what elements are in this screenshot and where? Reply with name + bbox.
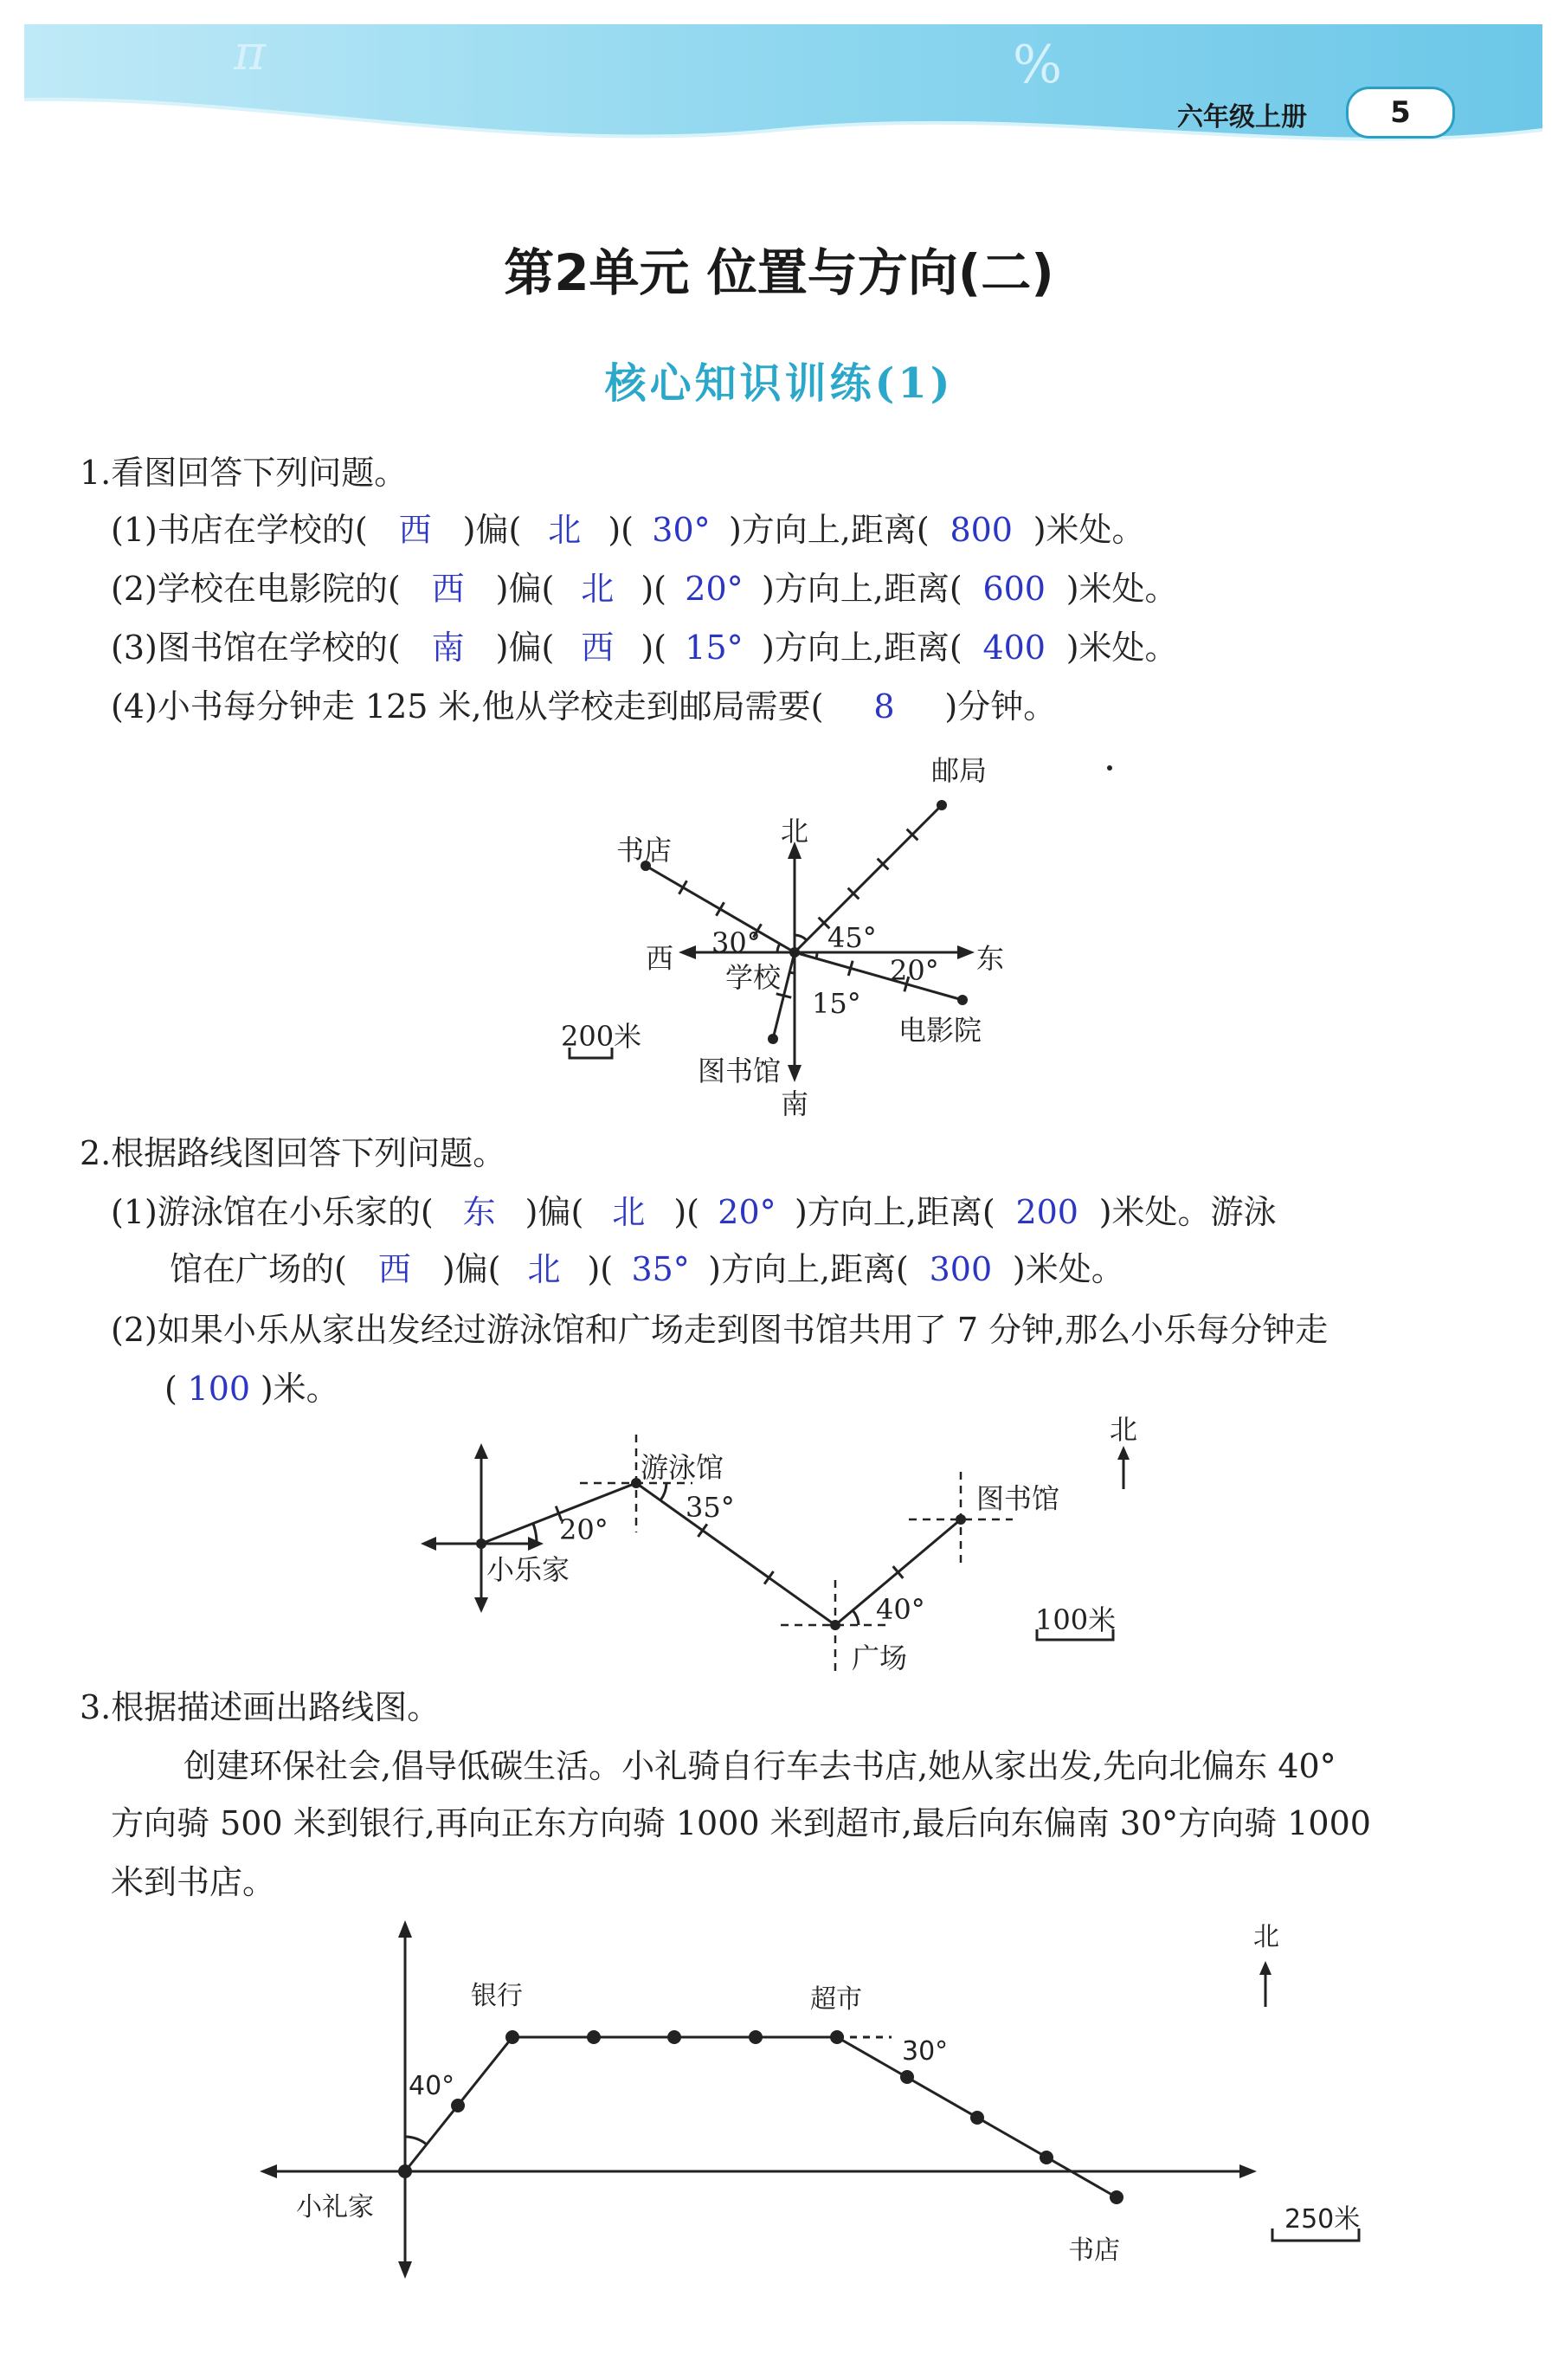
q2-north-label: 北 <box>1110 1413 1138 1446</box>
q1-prompt: 1.看图回答下列问题。 <box>80 454 408 492</box>
angle-45-label: 45° <box>827 921 877 954</box>
route-point <box>970 2111 984 2125</box>
q2-scale-label: 100米 <box>1035 1603 1117 1636</box>
q2-s2: (2)如果小乐从家出发经过游泳馆和广场走到图书馆共用了 7 分钟,那么小乐每分钟走 <box>111 1311 1329 1349</box>
q1-s1: (1)书店在学校的( 西 )偏( 北 )( 30° )方向上,距离( 800 )米处。 <box>111 511 1145 549</box>
route-point <box>505 2030 519 2044</box>
answer: 200 <box>1015 1193 1078 1231</box>
answer: 400 <box>982 629 1046 667</box>
q1-s4: (4)小书每分钟走 125 米,他从学校走到邮局需要( 8 )分钟。 <box>111 687 1057 726</box>
q2-prompt: 2.根据路线图回答下列问题。 <box>80 1134 506 1172</box>
q1-scale-label: 200米 <box>561 1020 642 1053</box>
route-point <box>900 2070 914 2084</box>
answer: 300 <box>929 1250 993 1288</box>
angle-15-label: 15° <box>812 987 861 1020</box>
q2-s1: (1)游泳馆在小乐家的( 东 )偏( 北 )( 20° )方向上,距离( 200 )米处。游泳 <box>111 1193 1277 1231</box>
bookstore-label: 书店 <box>616 834 673 867</box>
answer: 8 <box>873 687 895 726</box>
answer: 20° <box>685 570 744 608</box>
route-point <box>398 2164 412 2178</box>
answer: 600 <box>982 570 1046 608</box>
route-point <box>749 2030 763 2044</box>
angle-40-label: 40° <box>409 2071 455 2101</box>
answer: 西 <box>431 570 465 608</box>
answer: 南 <box>431 629 465 667</box>
pool-label: 游泳馆 <box>641 1451 724 1484</box>
answer: 30° <box>652 511 711 549</box>
angle-30-label: 30° <box>711 926 761 959</box>
route-point <box>667 2030 681 2044</box>
supermarket-label: 超市 <box>810 1984 862 2015</box>
q1-s3: (3)图书馆在学校的( 南 )偏( 西 )( 15° )方向上,距离( 400 )米处。 <box>111 629 1178 667</box>
q3-prompt: 3.根据描述画出路线图。 <box>80 1688 441 1726</box>
q3-scale-label: 250米 <box>1284 2204 1361 2235</box>
answer: 北 <box>527 1250 561 1288</box>
q3-para-1: 创建环保社会,倡导低碳生活。小礼骑自行车去书店,她从家出发,先向北偏东 40° <box>183 1747 1336 1785</box>
angle-35-label: 35° <box>686 1491 735 1524</box>
answer: 西 <box>398 511 432 549</box>
answer: 800 <box>950 511 1013 549</box>
bookstore-label: 书店 <box>1068 2235 1120 2266</box>
q1-east-label: 东 <box>976 942 1005 975</box>
answer: 北 <box>581 570 615 608</box>
cinema-label: 电影院 <box>898 1014 982 1047</box>
q1-north-label: 北 <box>781 815 809 848</box>
answer: 北 <box>548 511 582 549</box>
answer: 100 <box>187 1370 251 1408</box>
school-label: 学校 <box>725 961 782 994</box>
answer: 北 <box>612 1193 646 1231</box>
svg-text:%: % <box>1013 35 1063 95</box>
q1-south-label: 南 <box>781 1087 809 1120</box>
home-label: 小礼家 <box>296 2192 374 2222</box>
library-label: 图书馆 <box>976 1482 1060 1515</box>
answer: 西 <box>581 629 615 667</box>
bank-label: 银行 <box>471 1981 523 2011</box>
answer: 西 <box>377 1250 411 1288</box>
grade-label: 六年级上册 <box>1177 102 1307 132</box>
q2-s2b: ( 100 )米。 <box>164 1370 339 1408</box>
q1-west-label: 西 <box>646 942 674 975</box>
q3-para-2: 方向骑 500 米到银行,再向正东方向骑 1000 米到超市,最后向东偏南 30°方向骑 1000 <box>111 1804 1371 1842</box>
route-point <box>1110 2190 1123 2204</box>
q3-para-3: 米到书店。 <box>111 1863 276 1901</box>
q3-north-label: 北 <box>1253 1922 1279 1952</box>
answer: 35° <box>631 1250 690 1288</box>
plaza-label: 广场 <box>852 1641 908 1674</box>
q2-s1b: 馆在广场的( 西 )偏( 北 )( 35° )方向上,距离( 300 )米处。 <box>170 1250 1124 1288</box>
angle-20-label: 20° <box>559 1513 608 1546</box>
svg-text:π: π <box>234 25 266 81</box>
page-number: 5 <box>1346 87 1455 139</box>
home-label: 小乐家 <box>486 1553 570 1586</box>
library-label: 图书馆 <box>698 1055 782 1087</box>
page-title: 第2单元 位置与方向(二) <box>504 243 1054 302</box>
answer: 20° <box>718 1193 776 1231</box>
route-point <box>587 2030 601 2044</box>
post-office-label: 邮局 <box>931 754 988 787</box>
answer: 15° <box>685 629 744 667</box>
angle-40-label: 40° <box>876 1593 925 1626</box>
route-point <box>1040 2151 1053 2164</box>
angle-20-label: 20° <box>890 954 939 987</box>
angle-30-label: 30° <box>902 2036 949 2067</box>
answer: 东 <box>462 1193 496 1231</box>
q1-s2: (2)学校在电影院的( 西 )偏( 北 )( 20° )方向上,距离( 600 )米处。 <box>111 570 1178 608</box>
route-point <box>830 2030 844 2044</box>
section-title: 核心知识训练(1) <box>604 359 954 408</box>
